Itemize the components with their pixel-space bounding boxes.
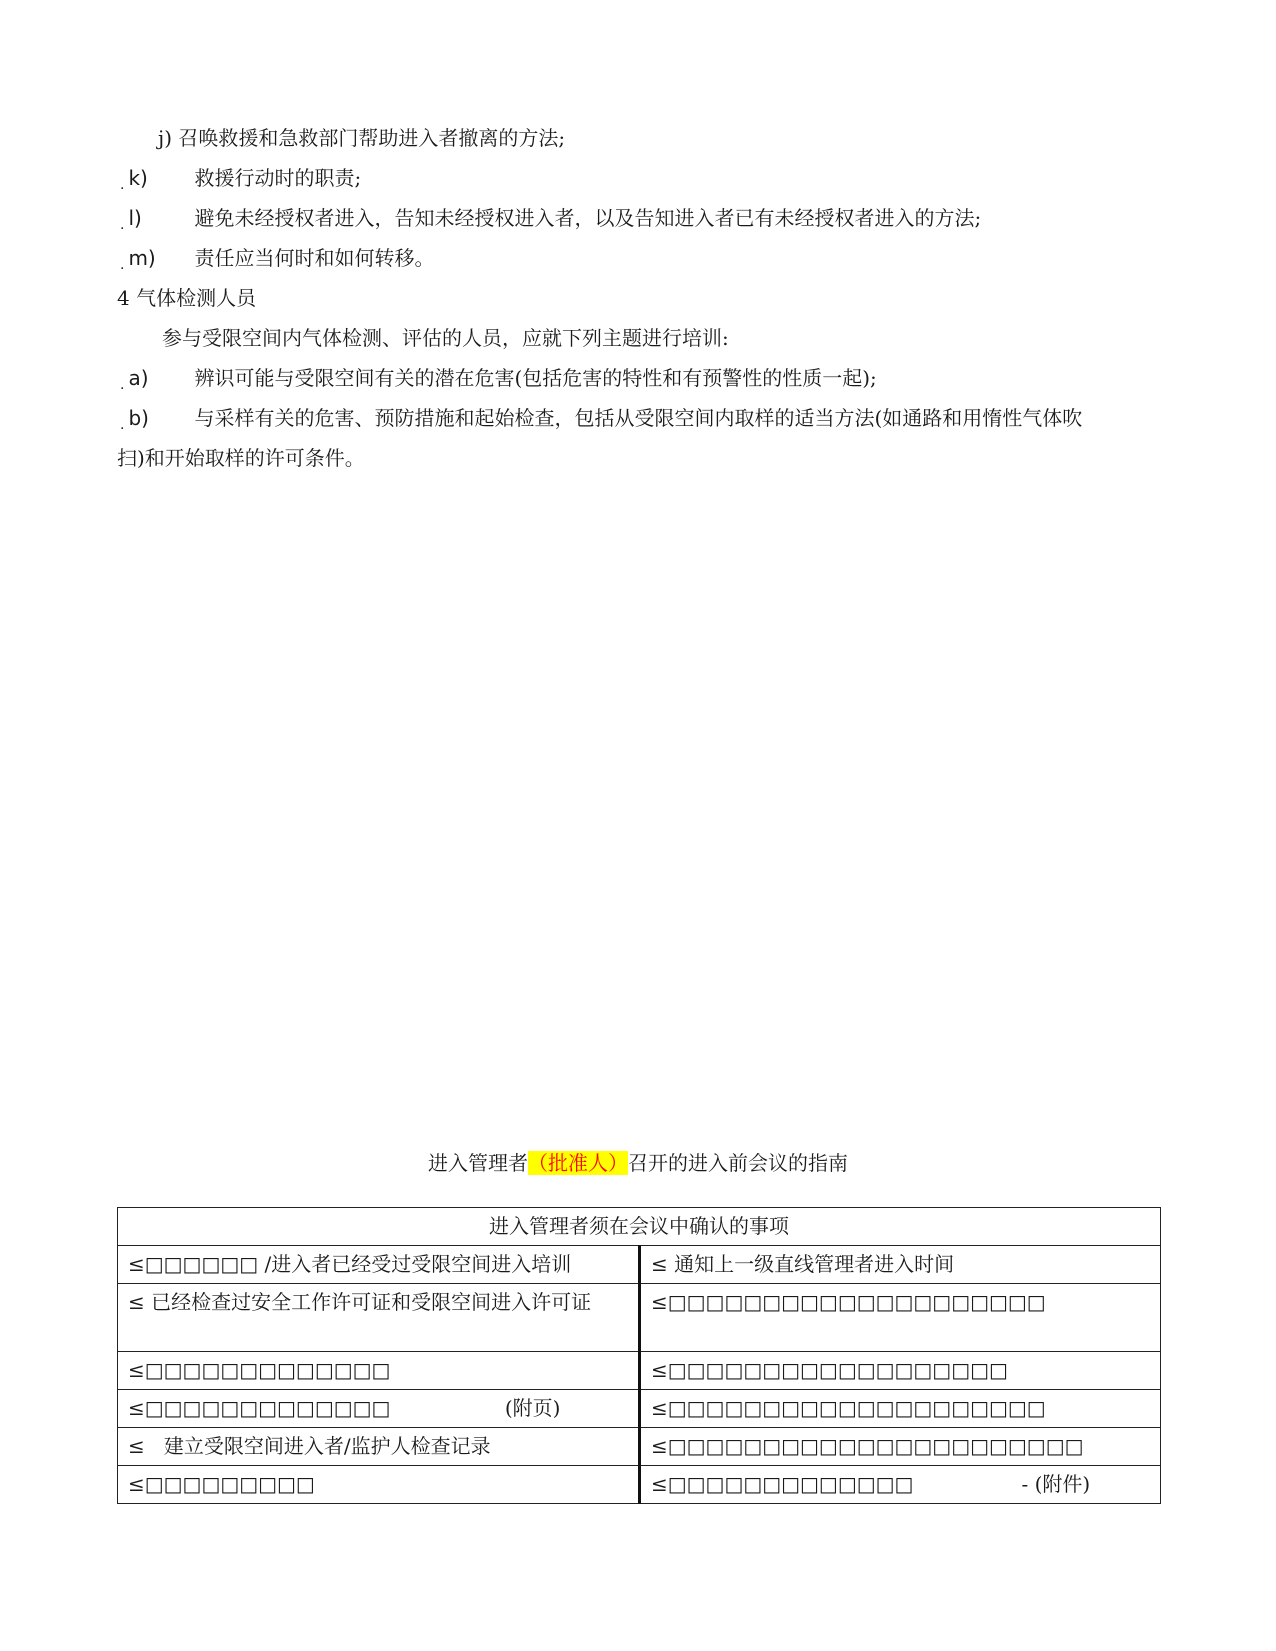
- table-row: [118, 1246, 1161, 1284]
- table-cell: ≤□□□□□□□□□□□□□□□□□□: [640, 1352, 1161, 1390]
- table-row: [118, 1390, 1161, 1428]
- table-row: [118, 1466, 1161, 1504]
- guide-title-suffix: 召开的进入前会议的指南: [628, 1151, 848, 1175]
- guide-title-highlight: （批准人）: [528, 1151, 628, 1175]
- table-cell: ≤□□□□□□□□□□□□□□□□□□□□: [640, 1390, 1161, 1428]
- item-b: [120, 404, 1082, 439]
- guide-table-header: 进入管理者须在会议中确认的事项: [118, 1208, 1161, 1246]
- item-b-continuation-text: 扫)和开始取样的许可条件。: [117, 446, 365, 470]
- item-l-text: 避免未经授权者进入，告知未经授权进入者，以及告知进入者已有未经授权者进入的方法;: [194, 206, 982, 230]
- item-a: [120, 364, 877, 399]
- table-cell: ≤ 建立受限空间进入者/监护人检查记录: [118, 1428, 640, 1466]
- table-cell: ≤□□□□□□□□□□□□□: [118, 1352, 640, 1390]
- item-j-text: j) 召唤救援和急救部门帮助进入者撤离的方法;: [158, 126, 566, 150]
- table-cell: ≤□□□□□□□□□□□□□ (附页): [118, 1390, 640, 1428]
- item-j: [158, 124, 565, 152]
- table-cell: ≤ 已经检查过安全工作许可证和受限空间进入许可证: [118, 1284, 640, 1352]
- item-l: [120, 204, 981, 239]
- item-m-text: 责任应当何时和如何转移。: [194, 246, 435, 270]
- item-l-marker: l): [128, 206, 142, 230]
- bullet-dot: .: [120, 377, 125, 393]
- table-row: [118, 1284, 1161, 1352]
- intro-paragraph-text: 参与受限空间内气体检测、评估的人员，应就下列主题进行培训:: [162, 326, 729, 350]
- bullet-dot: .: [120, 217, 125, 233]
- intro-paragraph: [162, 324, 729, 352]
- table-row: [118, 1428, 1161, 1466]
- item-b-text: 与采样有关的危害、预防措施和起始检查，包括从受限空间内取样的适当方法(如通路和用惰性气体吹: [194, 406, 1083, 430]
- section-4-heading-text: 4 气体检测人员: [117, 286, 257, 310]
- section-4-heading: [117, 284, 256, 312]
- guide-table-header-row: [118, 1208, 1161, 1246]
- item-k: [120, 164, 361, 199]
- item-b-continuation: [117, 444, 365, 472]
- table-cell: ≤□□□□□□ /进入者已经受过受限空间进入培训: [118, 1246, 640, 1284]
- guide-table: [117, 1207, 1161, 1504]
- guide-title: [0, 1148, 1276, 1178]
- item-k-text: 救援行动时的职责;: [194, 166, 362, 190]
- guide-title-prefix: 进入管理者: [428, 1151, 528, 1175]
- table-cell: ≤ 通知上一级直线管理者进入时间: [640, 1246, 1161, 1284]
- table-cell: ≤□□□□□□□□□: [118, 1466, 640, 1504]
- item-b-marker: b): [128, 406, 149, 430]
- item-m-marker: m): [128, 246, 156, 270]
- bullet-dot: .: [120, 417, 125, 433]
- item-a-text: 辨识可能与受限空间有关的潜在危害(包括危害的特性和有预警性的性质一起);: [194, 366, 877, 390]
- bullet-dot: .: [120, 257, 125, 273]
- table-row: [118, 1352, 1161, 1390]
- item-m: [120, 244, 434, 279]
- item-a-marker: a): [128, 366, 149, 390]
- bullet-dot: .: [120, 177, 125, 193]
- table-cell: ≤□□□□□□□□□□□□□□□□□□□□: [640, 1284, 1161, 1352]
- item-k-marker: k): [128, 166, 148, 190]
- table-cell: ≤□□□□□□□□□□□□□□□□□□□□□□: [640, 1428, 1161, 1466]
- table-cell: ≤□□□□□□□□□□□□□ - (附件): [640, 1466, 1161, 1504]
